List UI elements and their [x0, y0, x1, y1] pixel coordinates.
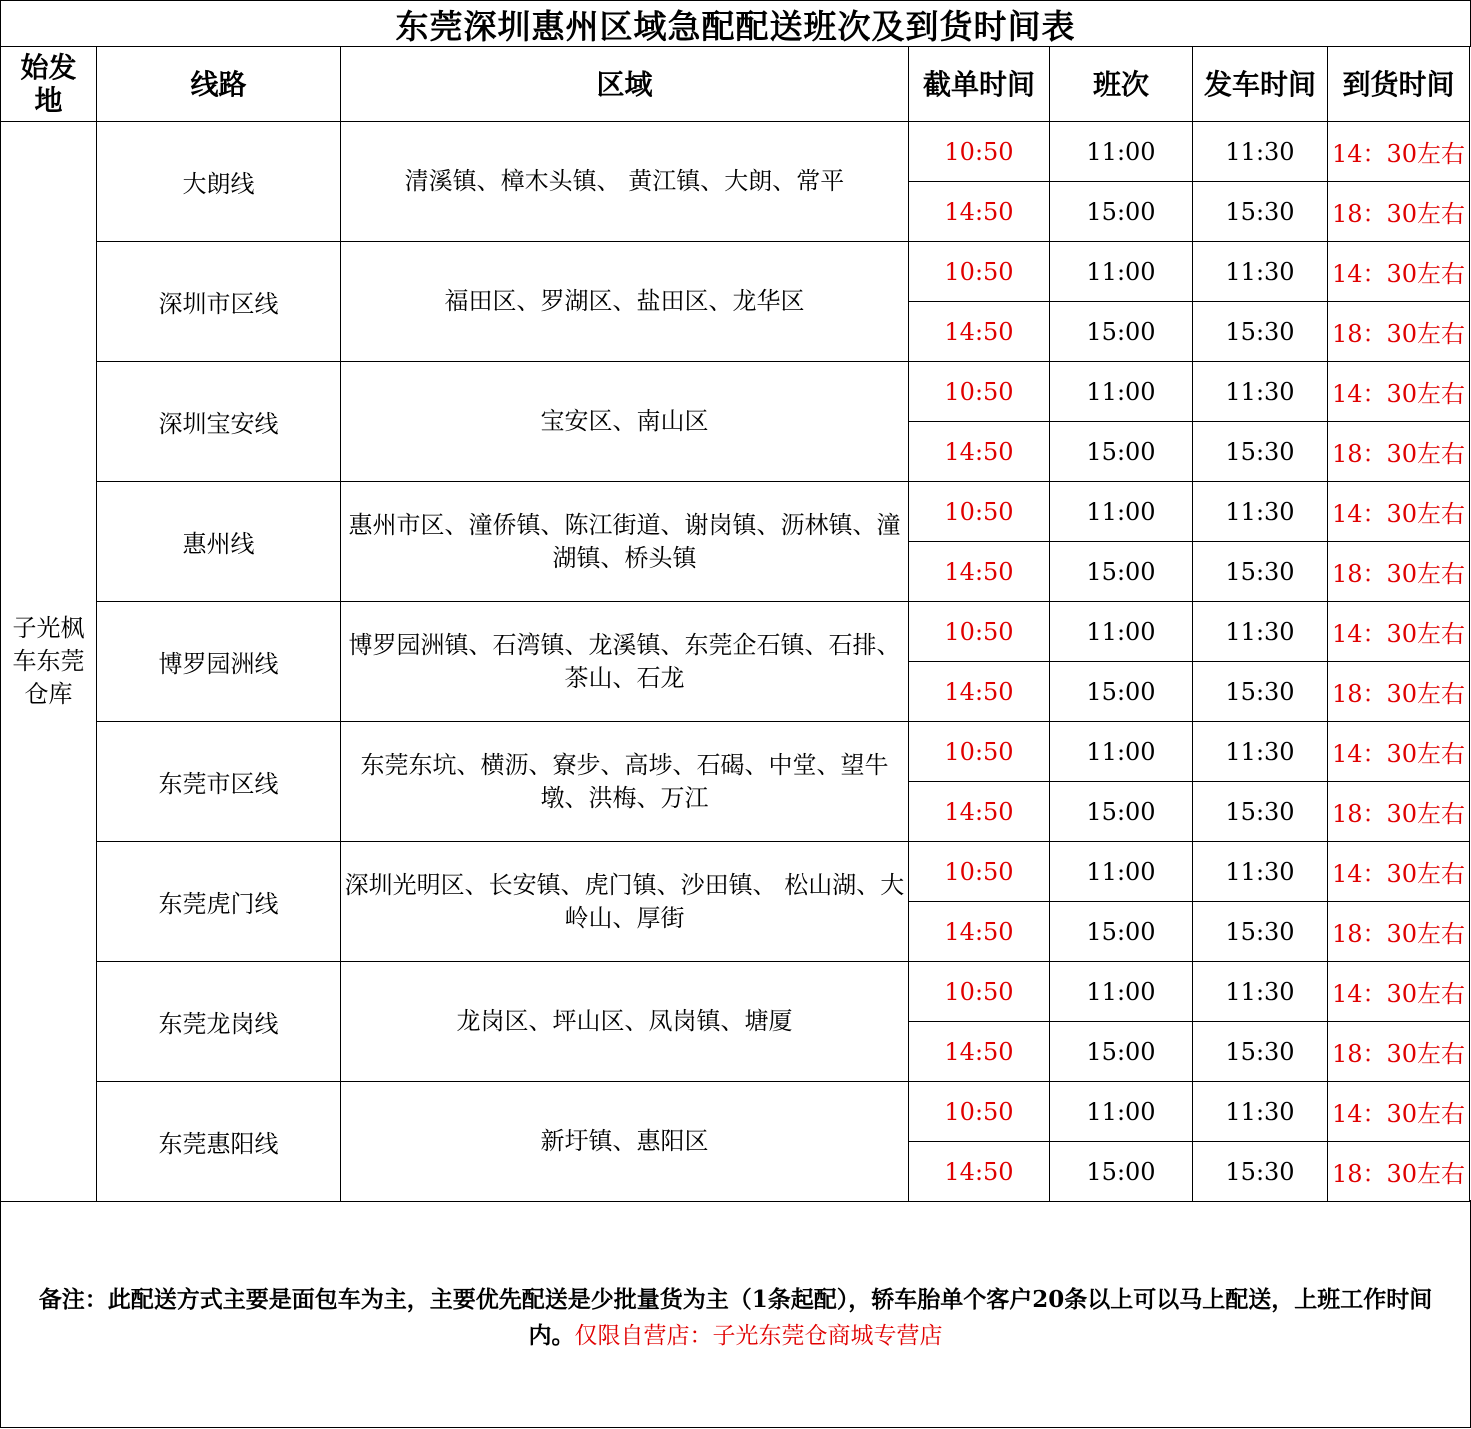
header-cutoff: 截单时间	[909, 47, 1050, 122]
table-row	[1, 962, 1470, 1022]
arrival-time: 14：30左右	[1328, 722, 1470, 782]
cutoff-time: 14:50	[909, 902, 1050, 962]
cutoff-time: 14:50	[909, 1022, 1050, 1082]
cutoff-time: 10:50	[909, 1082, 1050, 1142]
shift-time: 11:00	[1050, 722, 1193, 782]
depart-time: 11:30	[1193, 842, 1328, 902]
shift-time: 15:00	[1050, 782, 1193, 842]
header-origin: 始发地	[1, 47, 97, 122]
depart-time: 11:30	[1193, 242, 1328, 302]
arrival-time: 14：30左右	[1328, 242, 1470, 302]
schedule-body	[1, 122, 1470, 1202]
depart-time: 11:30	[1193, 122, 1328, 182]
arrival-time: 18：30左右	[1328, 1142, 1470, 1202]
arrival-time: 14：30左右	[1328, 602, 1470, 662]
table-row	[1, 722, 1470, 782]
depart-time: 11:30	[1193, 722, 1328, 782]
cutoff-time: 10:50	[909, 122, 1050, 182]
depart-time: 11:30	[1193, 482, 1328, 542]
depart-time: 15:30	[1193, 422, 1328, 482]
cutoff-time: 14:50	[909, 542, 1050, 602]
arrival-time: 18：30左右	[1328, 422, 1470, 482]
table-row	[1, 242, 1470, 302]
shift-time: 15:00	[1050, 1142, 1193, 1202]
arrival-time: 18：30左右	[1328, 542, 1470, 602]
shift-time: 15:00	[1050, 902, 1193, 962]
depart-time: 15:30	[1193, 902, 1328, 962]
depart-time: 15:30	[1193, 1022, 1328, 1082]
page-title: 东莞深圳惠州区域急配配送班次及到货时间表	[0, 0, 1471, 47]
origin-cell: 子光枫车东莞仓库	[1, 122, 97, 1202]
depart-time: 15:30	[1193, 662, 1328, 722]
header-route: 线路	[97, 47, 341, 122]
cutoff-time: 14:50	[909, 302, 1050, 362]
depart-time: 11:30	[1193, 602, 1328, 662]
route-area: 龙岗区、坪山区、凤岗镇、塘厦	[341, 962, 909, 1082]
depart-time: 11:30	[1193, 962, 1328, 1022]
cutoff-time: 10:50	[909, 842, 1050, 902]
cutoff-time: 10:50	[909, 722, 1050, 782]
note-box	[0, 1200, 1471, 1428]
table-row	[1, 362, 1470, 422]
depart-time: 11:30	[1193, 1082, 1328, 1142]
cutoff-time: 10:50	[909, 602, 1050, 662]
shift-time: 11:00	[1050, 602, 1193, 662]
route-area: 惠州市区、潼侨镇、陈江街道、谢岗镇、沥林镇、潼湖镇、桥头镇	[341, 482, 909, 602]
arrival-time: 14：30左右	[1328, 362, 1470, 422]
shift-time: 15:00	[1050, 302, 1193, 362]
cutoff-time: 14:50	[909, 662, 1050, 722]
route-name: 大朗线	[97, 122, 341, 242]
depart-time: 15:30	[1193, 182, 1328, 242]
shift-time: 11:00	[1050, 1082, 1193, 1142]
route-name: 博罗园洲线	[97, 602, 341, 722]
route-name: 东莞龙岗线	[97, 962, 341, 1082]
cutoff-time: 10:50	[909, 242, 1050, 302]
arrival-time: 14：30左右	[1328, 842, 1470, 902]
shift-time: 15:00	[1050, 182, 1193, 242]
shift-time: 11:00	[1050, 362, 1193, 422]
arrival-time: 18：30左右	[1328, 302, 1470, 362]
shift-time: 11:00	[1050, 962, 1193, 1022]
arrival-time: 14：30左右	[1328, 122, 1470, 182]
route-name: 深圳市区线	[97, 242, 341, 362]
shift-time: 15:00	[1050, 542, 1193, 602]
depart-time: 15:30	[1193, 782, 1328, 842]
route-name: 东莞市区线	[97, 722, 341, 842]
depart-time: 11:30	[1193, 362, 1328, 422]
arrival-time: 18：30左右	[1328, 902, 1470, 962]
depart-time: 15:30	[1193, 302, 1328, 362]
shift-time: 15:00	[1050, 662, 1193, 722]
shift-time: 15:00	[1050, 1022, 1193, 1082]
route-area: 清溪镇、樟木头镇、 黄江镇、大朗、常平	[341, 122, 909, 242]
cutoff-time: 10:50	[909, 362, 1050, 422]
shift-time: 11:00	[1050, 242, 1193, 302]
header-area: 区域	[341, 47, 909, 122]
header-depart: 发车时间	[1193, 47, 1328, 122]
shift-time: 11:00	[1050, 482, 1193, 542]
cutoff-time: 14:50	[909, 182, 1050, 242]
depart-time: 15:30	[1193, 542, 1328, 602]
route-name: 东莞虎门线	[97, 842, 341, 962]
header-arrive: 到货时间	[1328, 47, 1470, 122]
arrival-time: 14：30左右	[1328, 962, 1470, 1022]
route-name: 东莞惠阳线	[97, 1082, 341, 1202]
cutoff-time: 14:50	[909, 782, 1050, 842]
arrival-time: 14：30左右	[1328, 1082, 1470, 1142]
schedule-table	[0, 46, 1470, 1202]
arrival-time: 14：30左右	[1328, 482, 1470, 542]
table-row	[1, 122, 1470, 182]
header-row	[1, 47, 1470, 122]
remark-highlight: 仅限自营店：子光东莞仓商城专营店	[574, 1322, 943, 1349]
header-shift: 班次	[1050, 47, 1193, 122]
cutoff-time: 10:50	[909, 962, 1050, 1022]
route-area: 东莞东坑、横沥、寮步、高埗、石碣、中堂、望牛墩、洪梅、万江	[341, 722, 909, 842]
arrival-time: 18：30左右	[1328, 182, 1470, 242]
shift-time: 15:00	[1050, 422, 1193, 482]
cutoff-time: 14:50	[909, 1142, 1050, 1202]
shift-time: 11:00	[1050, 122, 1193, 182]
remark	[21, 1282, 1451, 1354]
table-row	[1, 1082, 1470, 1142]
cutoff-time: 14:50	[909, 422, 1050, 482]
arrival-time: 18：30左右	[1328, 662, 1470, 722]
arrival-time: 18：30左右	[1328, 782, 1470, 842]
route-area: 新圩镇、惠阳区	[341, 1082, 909, 1202]
shift-time: 11:00	[1050, 842, 1193, 902]
route-area: 深圳光明区、长安镇、虎门镇、沙田镇、 松山湖、大岭山、厚街	[341, 842, 909, 962]
table-row	[1, 842, 1470, 902]
route-area: 福田区、罗湖区、盐田区、龙华区	[341, 242, 909, 362]
table-row	[1, 482, 1470, 542]
route-name: 深圳宝安线	[97, 362, 341, 482]
remark-text: 备注：此配送方式主要是面包车为主，主要优先配送是少批量货为主（1条起配），轿车胎单个客户20条以上可以马上配送，上班工作时间内。	[38, 1285, 1433, 1349]
table-row	[1, 602, 1470, 662]
route-area: 宝安区、南山区	[341, 362, 909, 482]
route-name: 惠州线	[97, 482, 341, 602]
route-area: 博罗园洲镇、石湾镇、龙溪镇、东莞企石镇、石排、茶山、石龙	[341, 602, 909, 722]
cutoff-time: 10:50	[909, 482, 1050, 542]
arrival-time: 18：30左右	[1328, 1022, 1470, 1082]
depart-time: 15:30	[1193, 1142, 1328, 1202]
